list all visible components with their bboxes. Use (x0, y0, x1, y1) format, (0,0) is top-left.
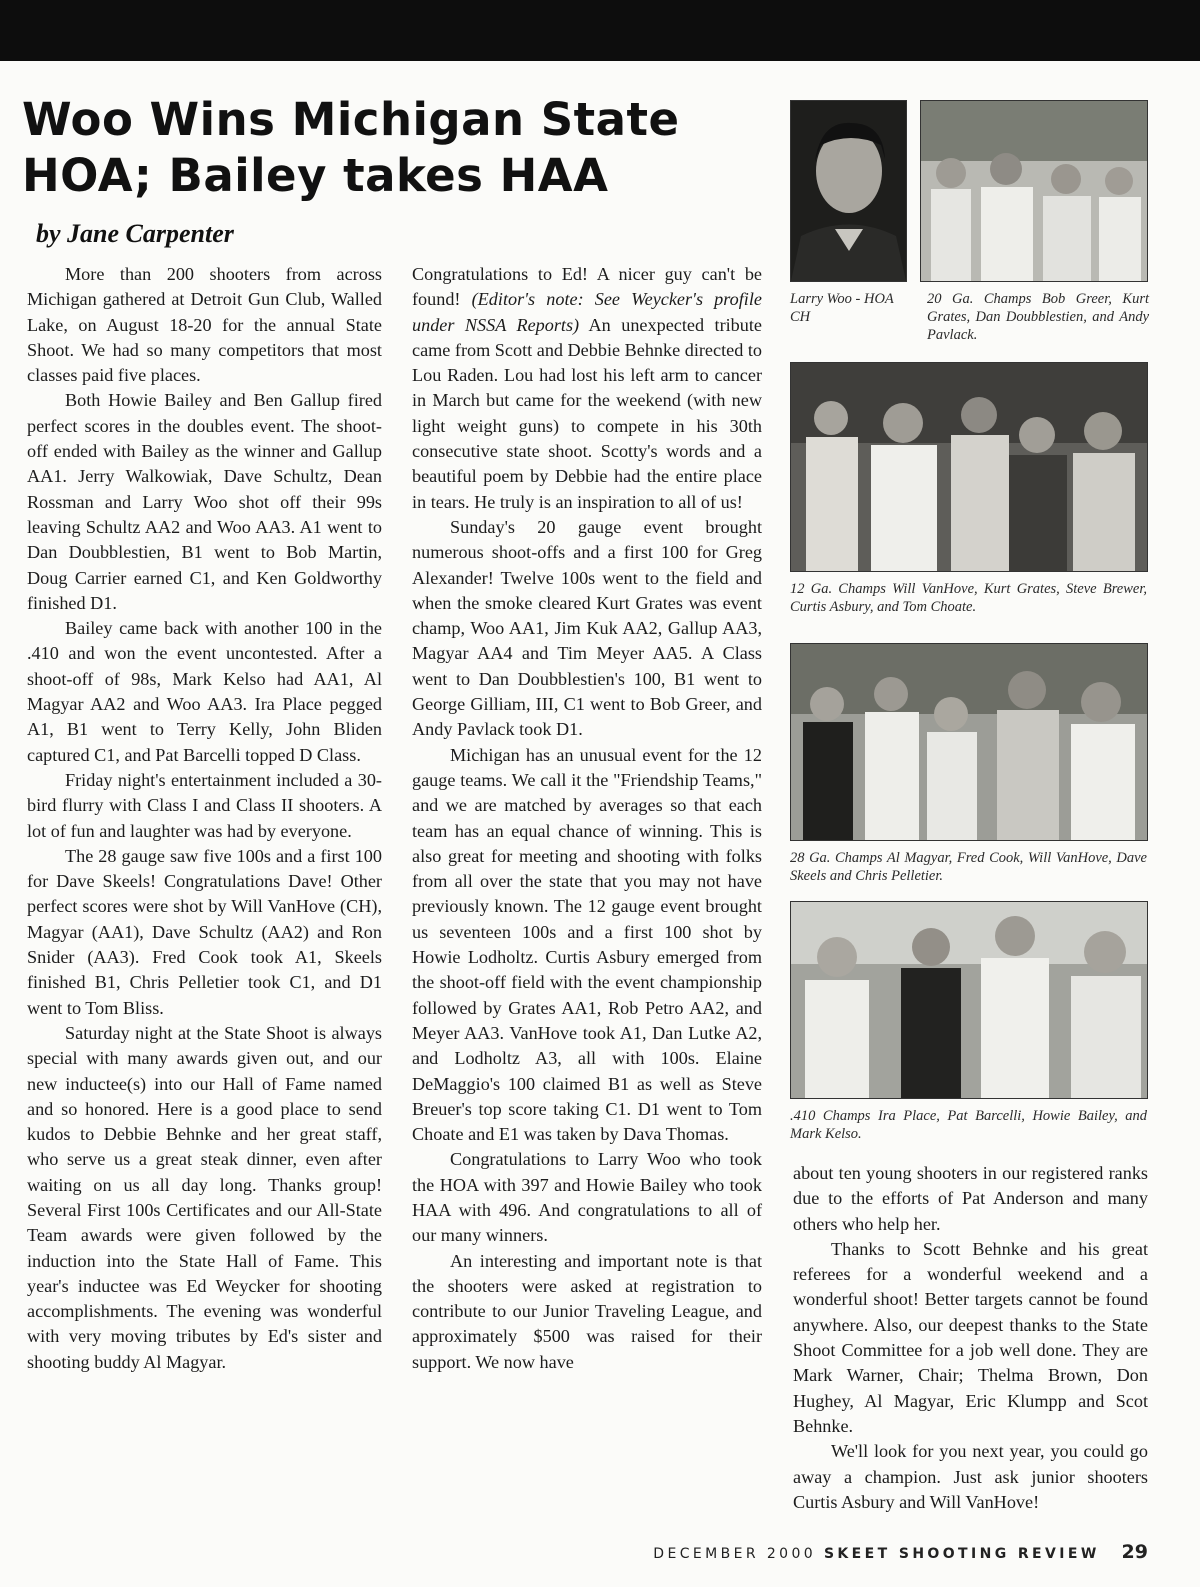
top-black-bar (0, 0, 1200, 61)
page-footer (653, 1541, 1148, 1563)
paragraph: An interesting and important note is that the shooters were asked at registration to contribute to our Junior Traveling League, and approximately $500 was raised for their support. We now have (412, 1250, 762, 1372)
paragraph (412, 262, 762, 515)
paragraph: Congratulations to Larry Woo who took the HOA with 397 and Howie Bailey who took HAA with 496. And congratulations to all of our many winners. (412, 1149, 762, 1246)
photo-12ga-champs (790, 362, 1148, 572)
caption-410-champs: .410 Champs Ira Place, Pat Barcelli, Howie Bailey, and Mark Kelso. (790, 1108, 1147, 1142)
text-column-2 (412, 262, 762, 1375)
issue-date: DECEMBER 2000 (653, 1546, 817, 1562)
paragraph: Both Howie Bailey and Ben Gallup fired perfect scores in the doubles event. The shoot-off ended with Bailey as the winner and Gallup AA1. Jerry Walkowiak, Dave Schultz, Dean Rossman and Larry Woo shot off their 99s leaving Schultz AA2 and Woo AA3. A1 went to Dan Doubblestien, B1 went to Bob Martin, Doug Carrier earned C1, and Ken Goldworthy finished D1. (27, 390, 382, 613)
caption-20ga-champs: 20 Ga. Champs Bob Greer, Kurt Grates, Dan Doubblestien, and Andy Pavlack. (927, 291, 1149, 343)
paragraph: Thanks to Scott Behnke and his great referees for a wonderful weekend and a wonderful shoot! Better targets cannot be found anywhere. Also, our deepest thanks to the State Shoot Committee for a job well done. They are Mark Warner, Chair; Thelma Brown, Don Hughey, Al Magyar, Eric Klumpp and Scot Behnke. (793, 1238, 1148, 1436)
text-column-3 (793, 1161, 1148, 1515)
paragraph: Bailey came back with another 100 in the .410 and won the event uncontested. After a shoot-off of 98s, Mark Kelso had AA1, Al Magyar AA2 and Woo AA3. Ira Place pegged A1, B1 went to Terry Kelly, John Bliden captured C1, and Pat Barcelli topped D Class. (27, 618, 382, 765)
photo-410-champs (790, 901, 1148, 1099)
paragraph-text: Congratulations to Ed! A nicer guy can't be found! (412, 264, 762, 310)
caption-28ga-champs: 28 Ga. Champs Al Magyar, Fred Cook, Will VanHove, Dave Skeels and Chris Pelletier. (790, 850, 1147, 884)
paragraph: Friday night's entertainment included a 30-bird flurry with Class I and Class II shooters. A lot of fun and laughter was had by everyone. (27, 769, 382, 841)
caption-larry-woo: Larry Woo - HOA CH (790, 291, 894, 325)
magazine-name: SKEET SHOOTING REVIEW (823, 1546, 1100, 1562)
paragraph: Michigan has an unusual event for the 12 gauge teams. We call it the "Friendship Teams," and we are matched by averages so that each team has an equal chance of winning. This is also great for meeting and shooting with folks from all over the state that you may not have previously known. The 12 gauge event brought us seventeen 100s and a first 100 shot by Howie Lodholtz. Curtis Asbury emerged from the shoot-off field with the event championship followed by Grates AA1, Rob Petro AA2, and Meyer AA3. VanHove took A1, Dan Lutke A2, and Lodholtz A3, all with 100s. Elaine DeMaggio's 100 claimed B1 as well as Steve Breuer's top score taking C1. D1 went to Tom Choate and E1 was taken by Dava Thomas. (412, 744, 762, 1145)
text-column-1 (27, 262, 382, 1375)
caption-12ga-champs: 12 Ga. Champs Will VanHove, Kurt Grates, Steve Brewer, Curtis Asbury, and Tom Choate. (790, 581, 1147, 615)
paragraph: More than 200 shooters from across Michigan gathered at Detroit Gun Club, Walled Lake, on August 18-20 for the annual State Shoot. We had so many competitors that most classes paid five places. (27, 264, 382, 386)
paragraph: We'll look for you next year, you could go away a champion. Just ask junior shooters Curtis Asbury and Will VanHove! (793, 1441, 1148, 1512)
photo-20ga-champs (920, 100, 1148, 282)
paragraph: Saturday night at the State Shoot is always special with many awards given out, and our new inductee(s) into our Hall of Fame named and so honored. Here is a good place to send kudos to Debbie Behnke and her great staff, who serve us a great steak dinner, even after waiting on us all day long. Thanks group! Several First 100s Certificates and our All-State Team awards were given followed by the induction into the State Hall of Fame. This year's inductee was Ed Weycker for shooting accomplishments. The evening was wonderful with very moving tributes by Ed's sister and shooting buddy Al Magyar. (27, 1022, 382, 1372)
article-headline: Woo Wins Michigan State HOA; Bailey takes HAA (22, 93, 680, 202)
paragraph: Sunday's 20 gauge event brought numerous shoot-offs and a first 100 for Greg Alexander! Twelve 100s went to the field and when the smoke cleared Kurt Grates was event champ, Woo AA1, Jim Kuk AA2, Gallup AA3, Magyar AA4 and Tim Meyer AA5. A Class went to Dan Doubblestien's 100, B1 went to George Gilliam, III, C1 went to Bob Greer, and Andy Pavlack took D1. (412, 516, 762, 740)
article-byline: by Jane Carpenter (36, 219, 234, 248)
photo-larry-woo (790, 100, 907, 282)
paragraph: about ten young shooters in our registered ranks due to the efforts of Pat Anderson and many others who help her. (793, 1163, 1148, 1234)
paragraph-text: An unexpected tribute came from Scott and Debbie Behnke directed to Lou Raden. Lou had lost his left arm to cancer in March but came for the weekend (with new light weight guns) to compete in his 30th consecutive state shoot. Scotty's words and a beautiful poem by Debbie had the entire place in tears. He truly is an inspiration to all of us! (412, 314, 762, 512)
page-number: 29 (1121, 1541, 1148, 1563)
editor-note: (Editor's note: See Weycker's profile under NSSA Reports) (412, 289, 762, 335)
paragraph: The 28 gauge saw five 100s and a first 100 for Dave Skeels! Congratulations Dave! Other perfect scores were shot by Will VanHove (CH), Magyar (AA1), Dave Schultz (AA2) and Ron Snider (AA3). Fred Cook took A1, Skeels finished B1, Chris Pelletier took C1, and D1 went to Tom Bliss. (27, 845, 382, 1018)
photo-28ga-champs (790, 643, 1148, 841)
